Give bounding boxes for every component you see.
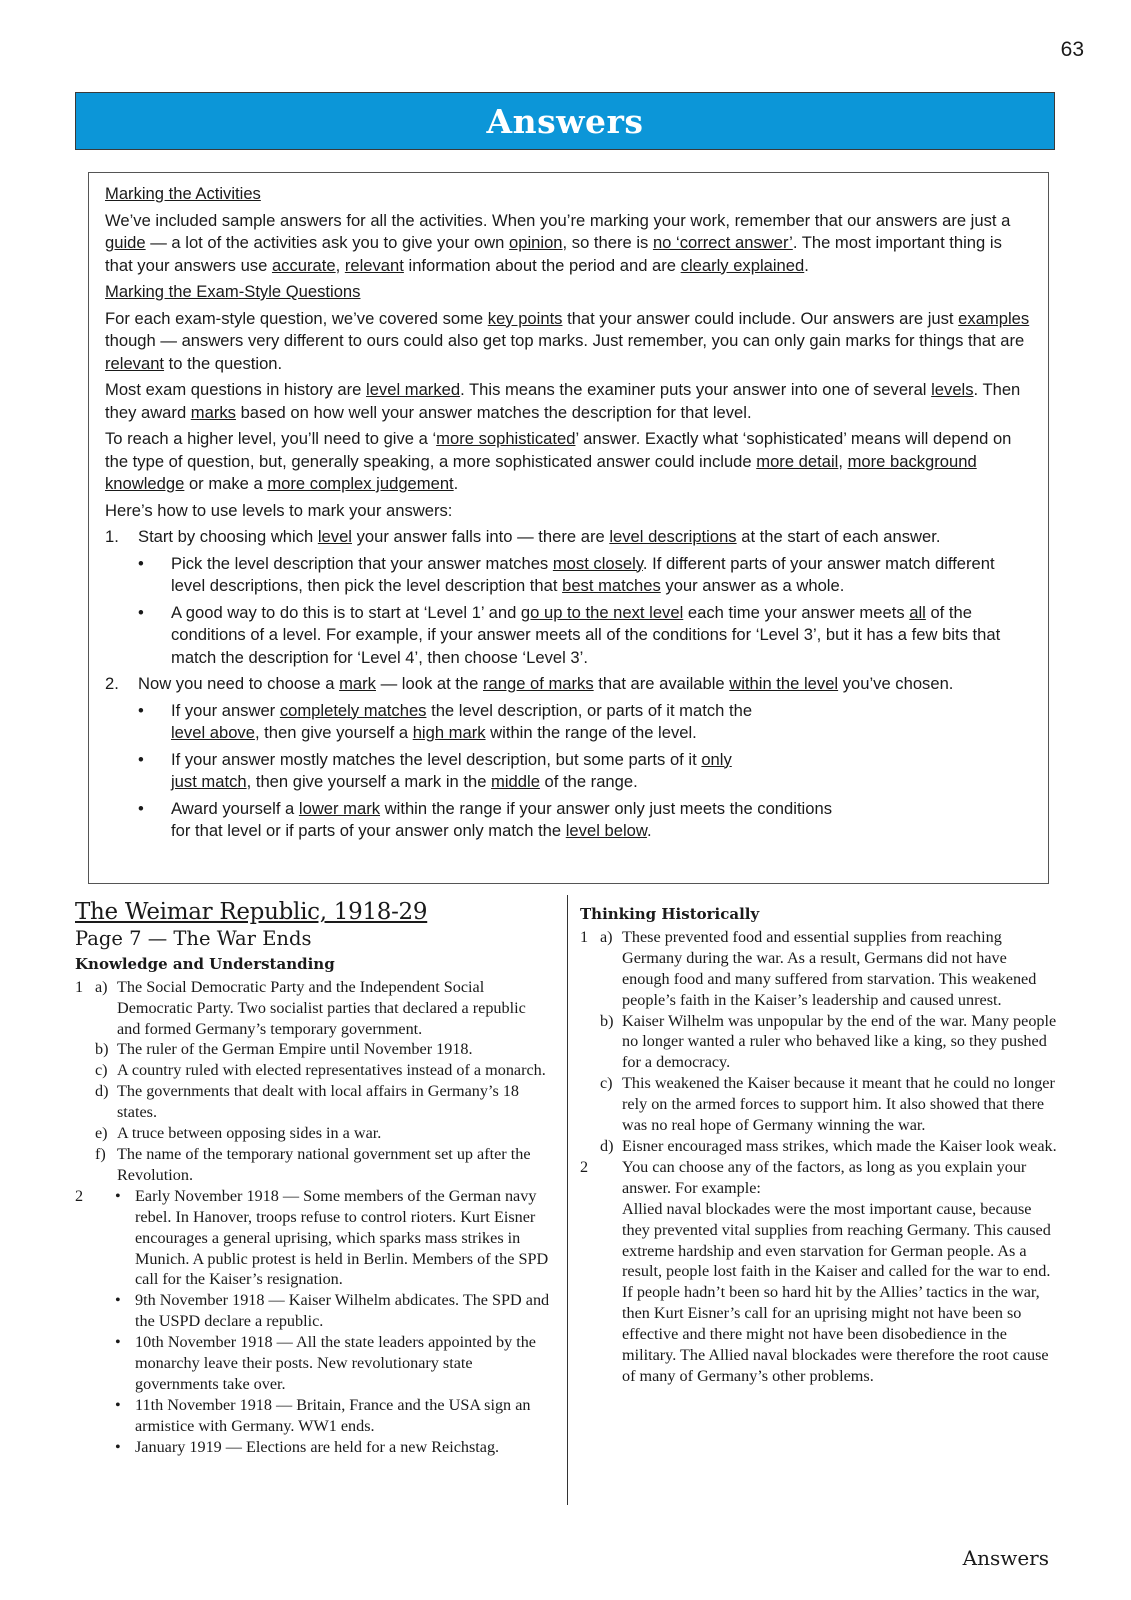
list-item bbox=[75, 1437, 553, 1458]
text-segment: Award yourself a bbox=[171, 798, 299, 818]
underlined-term: more sophisticated bbox=[436, 429, 576, 448]
item-text: This weakened the Kaiser because it meant that he could no longer rely on the armed forces to support him. It also showed that there was no real hope of Germany winning the war. bbox=[622, 1074, 1055, 1135]
underlined-term: clearly explained bbox=[680, 255, 805, 275]
thinking-question-1 bbox=[580, 927, 1058, 1157]
text-segment: A good way to do this is to start at ‘Level 1’ and bbox=[171, 602, 521, 622]
text-segment: that your answer could include. Our answers are just bbox=[562, 308, 959, 328]
step-1-bullet-2 bbox=[138, 602, 1032, 670]
item-text: The name of the temporary national government set up after the Revolution. bbox=[117, 1144, 531, 1184]
page-title: Page 7 — The War Ends bbox=[75, 926, 312, 950]
text-segment: . bbox=[646, 821, 652, 840]
footer-label: Answers bbox=[962, 1546, 1049, 1570]
page-number: 63 bbox=[1060, 38, 1084, 61]
question-2-body bbox=[622, 1157, 1058, 1387]
bullet-icon: • bbox=[138, 798, 144, 818]
step-1-bullet-1 bbox=[138, 553, 1032, 598]
underlined-term: most closely bbox=[552, 553, 643, 573]
text-segment: For each exam-style question, we’ve covered some bbox=[105, 308, 488, 328]
knowledge-heading: Knowledge and Understanding bbox=[75, 954, 335, 973]
text-segment: your answer falls into — there are bbox=[352, 527, 610, 546]
bullet-icon: • bbox=[115, 1291, 121, 1310]
text-segment: of the conditions of a level. For example, if your answer meets all of the conditions for ‘Level 3’, but it has a few bits that match the description for ‘Level 4’, then choose ‘Level 3’. bbox=[171, 602, 1001, 667]
underlined-term: guide bbox=[105, 233, 146, 252]
underlined-term: completely matches bbox=[279, 700, 427, 720]
question-2-example: Allied naval blockades were the most important cause, because they prevented vital supplies from reaching Germany. This caused extreme hardship and even starvation for German people. As a result, people lost faith in the Kaiser and called for the war to end. If people hadn’t been so hard hit by the Allies’ tactics in the war, then Kurt Eisner’s call for an uprising might not have been so effective and there might not have been disobedience in the military. The Allied naval blockades were therefore the root cause of many of Germany’s other problems. bbox=[622, 1199, 1051, 1385]
bullet-icon: • bbox=[138, 700, 144, 720]
item-text: A truce between opposing sides in a war. bbox=[117, 1124, 382, 1143]
text-segment: within the range of the level. bbox=[485, 723, 697, 742]
level-marked-text bbox=[105, 379, 1032, 424]
text-segment: . Then they award bbox=[105, 380, 1021, 422]
item-letter: c) bbox=[95, 1061, 108, 1080]
item-text: The governments that dealt with local affairs in Germany’s 18 states. bbox=[117, 1082, 520, 1122]
step-2-bullet-3-text bbox=[171, 798, 832, 843]
item-letter: f) bbox=[95, 1144, 106, 1163]
text-segment: , so there is bbox=[562, 233, 653, 252]
list-item bbox=[75, 1144, 553, 1186]
text-segment: of the range. bbox=[539, 772, 638, 791]
underlined-term: mark bbox=[339, 674, 376, 693]
text-segment: ’ answer. Exactly what ‘sophisticated’ means will depend on the type of question, but, generally speaking, a more sophisticated answer could include bbox=[105, 429, 1012, 471]
marking-guide-box bbox=[88, 172, 1049, 884]
underlined-term: best matches bbox=[562, 576, 661, 595]
text-segment: your answer as a whole. bbox=[660, 576, 845, 595]
bullet-icon: • bbox=[115, 1186, 121, 1205]
step-2-bullet-3 bbox=[138, 798, 832, 843]
text-segment: , then give yourself a bbox=[254, 723, 413, 742]
text-segment: Start by choosing which bbox=[138, 527, 318, 546]
item-text: The ruler of the German Empire until November 1918. bbox=[117, 1040, 473, 1059]
text-segment: . bbox=[804, 255, 809, 275]
step-2-number: 2. bbox=[105, 674, 119, 693]
underlined-term: key points bbox=[487, 308, 563, 328]
step-2-bullet-2-text bbox=[171, 749, 742, 794]
text-segment: Most exam questions in history are bbox=[105, 380, 367, 399]
item-letter: a) bbox=[95, 977, 108, 996]
underlined-term: opinion bbox=[509, 233, 563, 252]
text-segment: . bbox=[453, 474, 459, 493]
underlined-term: middle bbox=[491, 772, 540, 791]
item-letter: a) bbox=[600, 927, 613, 946]
bullet-icon: • bbox=[138, 749, 144, 769]
underlined-term: levels bbox=[931, 380, 974, 399]
item-text: Kaiser Wilhelm was unpopular by the end of the war. Many people no longer wanted a ruler who behaved like a king, so they pushed for a democracy. bbox=[622, 1011, 1057, 1072]
list-item bbox=[75, 1186, 553, 1291]
question-number: 2 bbox=[75, 1186, 84, 1205]
right-column bbox=[580, 905, 1058, 1387]
item-letter: b) bbox=[600, 1011, 614, 1030]
step-2-bullet-1-text bbox=[171, 700, 772, 745]
list-item bbox=[75, 1395, 553, 1437]
text-segment: . This means the examiner puts your answer into one of several bbox=[460, 380, 932, 399]
list-item bbox=[75, 1060, 553, 1081]
text-segment: the level description, or parts of it match the bbox=[426, 700, 753, 720]
left-column bbox=[75, 899, 553, 1458]
bullet-icon: • bbox=[115, 1437, 121, 1456]
item-text: A country ruled with elected representatives instead of a monarch. bbox=[117, 1061, 546, 1080]
question-1-list bbox=[75, 977, 553, 1186]
text-segment: If your answer bbox=[171, 700, 280, 720]
underlined-term: accurate bbox=[271, 255, 336, 275]
step-2-bullet-2 bbox=[138, 749, 742, 794]
text-segment: Pick the level description that your answer matches bbox=[171, 553, 553, 573]
banner-title: Answers bbox=[486, 101, 644, 141]
item-text: Early November 1918 — Some members of the German navy rebel. In Hanover, troops refuse to control rioters. Kurt Eisner encourages a general uprising, which sparks mass strikes in Munich. A public protest is held in Berlin. Members of the SPD call for the Kaiser’s resignation. bbox=[135, 1186, 549, 1289]
underlined-term: more background knowledge bbox=[105, 451, 977, 493]
how-to-use-levels: Here’s how to use levels to mark your answers: bbox=[105, 500, 453, 520]
bullet-icon: • bbox=[115, 1395, 121, 1414]
question-2-list bbox=[75, 1186, 553, 1458]
underlined-term: only just match bbox=[171, 749, 732, 791]
list-item bbox=[580, 1136, 1058, 1157]
item-letter: c) bbox=[600, 1074, 613, 1093]
step-2-text bbox=[138, 673, 953, 696]
question-number: 2 bbox=[580, 1157, 589, 1176]
list-item bbox=[75, 1290, 553, 1332]
underlined-term: level above bbox=[171, 723, 255, 742]
thinking-question-2 bbox=[580, 1157, 1058, 1387]
list-item bbox=[75, 1081, 553, 1123]
marking-activities-text bbox=[105, 210, 1032, 278]
underlined-term: level bbox=[317, 527, 352, 546]
text-segment: We’ve included sample answers for all the activities. When you’re marking your work, remember that our answers are just a bbox=[105, 210, 1011, 230]
list-item bbox=[580, 1011, 1058, 1074]
item-text: 11th November 1918 — Britain, France and the USA sign an armistice with Germany. WW1 ends. bbox=[135, 1395, 531, 1435]
underlined-term: relevant bbox=[105, 353, 165, 373]
list-item bbox=[75, 1123, 553, 1144]
text-segment: within the range if your answer only just meets the conditions for that level or if parts of your answer only match the bbox=[171, 798, 832, 840]
marking-exam-heading: Marking the Exam-Style Questions bbox=[105, 282, 361, 301]
text-segment: you’ve chosen. bbox=[838, 674, 954, 693]
step-1-bullet-1-text bbox=[171, 553, 1032, 598]
list-item bbox=[580, 1073, 1058, 1136]
question-number: 1 bbox=[580, 927, 589, 946]
underlined-term: high mark bbox=[412, 723, 486, 742]
underlined-term: go up to the next level bbox=[520, 602, 684, 622]
bullet-icon: • bbox=[138, 553, 144, 573]
item-text: Eisner encouraged mass strikes, which made the Kaiser look weak. bbox=[622, 1136, 1057, 1155]
list-item bbox=[75, 1039, 553, 1060]
underlined-term: level descriptions bbox=[609, 527, 737, 546]
sophisticated-text bbox=[105, 428, 1032, 496]
bullet-icon: • bbox=[138, 602, 144, 622]
thinking-historically-heading: Thinking Historically bbox=[580, 905, 760, 923]
underlined-term: all bbox=[909, 602, 926, 622]
underlined-term: no ‘correct answer’ bbox=[652, 233, 793, 252]
underlined-term: level below bbox=[565, 821, 647, 840]
underlined-term: marks bbox=[190, 402, 236, 422]
item-letter: e) bbox=[95, 1124, 108, 1143]
bullet-icon: • bbox=[115, 1333, 121, 1352]
underlined-term: range of marks bbox=[482, 674, 594, 693]
text-segment: based on how well your answer matches the description for that level. bbox=[235, 402, 752, 422]
text-segment: at the start of each answer. bbox=[736, 527, 941, 546]
exam-key-points-text bbox=[105, 308, 1032, 376]
text-segment: or make a bbox=[184, 474, 268, 493]
text-segment: Now you need to choose a bbox=[138, 674, 340, 693]
text-segment: — look at the bbox=[375, 674, 483, 693]
column-divider bbox=[567, 895, 568, 1505]
question-2-intro: You can choose any of the factors, as long as you explain your answer. For example: bbox=[622, 1157, 1027, 1197]
underlined-term: lower mark bbox=[298, 798, 381, 818]
text-segment: to the question. bbox=[164, 353, 283, 373]
item-text: 9th November 1918 — Kaiser Wilhelm abdicates. The SPD and the USPD declare a republic. bbox=[135, 1291, 550, 1331]
section-title: The Weimar Republic, 1918-29 bbox=[75, 899, 428, 925]
text-segment: , bbox=[838, 451, 848, 471]
text-segment: that are available bbox=[593, 674, 730, 693]
text-segment: . If different parts of your answer match different level descriptions, then pick the level description that bbox=[171, 553, 995, 595]
underlined-term: level marked bbox=[366, 380, 461, 399]
list-item bbox=[580, 927, 1058, 1011]
item-text: These prevented food and essential supplies from reaching Germany during the war. As a result, Germans did not have enough food and many suffered from starvation. This weakened people’s faith in the Kaiser’s leadership and caused unrest. bbox=[622, 927, 1037, 1009]
step-1-bullet-2-text bbox=[171, 602, 1032, 670]
underlined-term: relevant bbox=[344, 255, 404, 275]
list-item bbox=[75, 977, 553, 1040]
list-item bbox=[75, 1332, 553, 1395]
item-letter: d) bbox=[600, 1136, 614, 1155]
text-segment: To reach a higher level, you’ll need to give a ‘ bbox=[105, 429, 437, 448]
item-letter: d) bbox=[95, 1082, 109, 1101]
text-segment: information about the period and are bbox=[403, 255, 681, 275]
text-segment: , bbox=[335, 255, 345, 275]
item-text: January 1919 — Elections are held for a new Reichstag. bbox=[135, 1437, 500, 1456]
step-1-text bbox=[138, 526, 940, 549]
text-segment: — a lot of the activities ask you to give your own bbox=[145, 233, 510, 252]
item-text: 10th November 1918 — All the state leaders appointed by the monarchy leave their posts. New revolutionary state governments take over. bbox=[135, 1333, 536, 1393]
item-text: The Social Democratic Party and the Independent Social Democratic Party. Two socialist parties that declared a republic and formed Germany’s temporary government. bbox=[117, 977, 526, 1038]
item-letter: b) bbox=[95, 1040, 109, 1059]
step-1-number: 1. bbox=[105, 527, 119, 546]
step-1 bbox=[105, 526, 1032, 549]
text-segment: If your answer mostly matches the level description, but some parts of it bbox=[171, 749, 702, 769]
text-segment: each time your answer meets bbox=[683, 602, 910, 622]
question-number: 1 bbox=[75, 977, 84, 996]
text-segment: though — answers very different to ours could also get top marks. Just remember, you can only gain marks for things that are bbox=[105, 331, 1025, 350]
text-segment: , then give yourself a mark in the bbox=[246, 772, 492, 791]
step-2-bullet-1 bbox=[138, 700, 772, 745]
underlined-term: more complex judgement bbox=[267, 474, 454, 493]
marking-activities-heading: Marking the Activities bbox=[105, 184, 261, 203]
underlined-term: within the level bbox=[729, 674, 839, 693]
step-2 bbox=[105, 673, 1032, 696]
text-segment: . The most important thing is that your answers use bbox=[105, 233, 1002, 275]
answers-banner bbox=[75, 92, 1055, 150]
underlined-term: more detail bbox=[756, 451, 839, 471]
underlined-term: examples bbox=[958, 308, 1030, 328]
